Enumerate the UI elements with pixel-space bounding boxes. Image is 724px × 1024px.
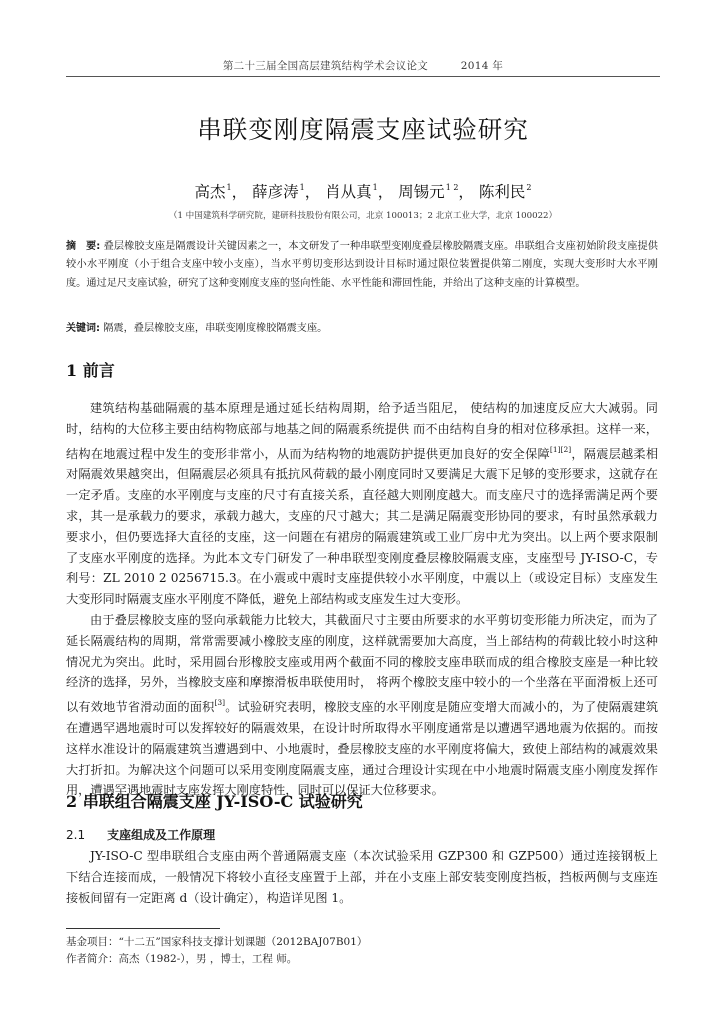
section-2-body xyxy=(66,846,658,908)
subsection-number: 2.1 xyxy=(66,828,86,842)
author-sup: 1 2 xyxy=(445,183,459,192)
author: 薛彦涛 xyxy=(252,183,299,201)
author: 陈利民 xyxy=(478,183,526,201)
paper-title: 串联变刚度隔震支座试验研究 xyxy=(197,115,529,144)
subsection-title: 支座组成及工作原理 xyxy=(107,828,216,842)
footnote-author: 作者简介：高杰（1982-），男 ，博士，工程 师。 xyxy=(66,953,298,965)
keywords-text: 隔震，叠层橡胶支座，串联变刚度橡胶隔震支座。 xyxy=(103,323,328,334)
subsection-heading xyxy=(66,826,215,843)
author-sup: 1 xyxy=(226,183,232,192)
abstract-label: 摘 要: xyxy=(66,241,101,252)
paragraph xyxy=(66,610,658,801)
header-rule xyxy=(66,76,660,77)
paragraph xyxy=(66,398,658,610)
paragraph-text: 建筑结构基础隔震的基本原理是通过延长结构周期，给予适当阻尼， 使结构的加速度反应大大减弱。同时，结构的大位移主要由结构物底部与地基之间的隔震系统提供 而不由结构自身的相对位移承担。这样一来，结构在地震过程中发生的变形非常小，从而为结构物的地震防护提供更加良好的安全保障 xyxy=(66,401,658,461)
keywords-label: 关键词: xyxy=(66,323,100,334)
header-year: 2014 年 xyxy=(460,60,504,72)
header-text: 第二十三届全国高层建筑结构学术会议论文 xyxy=(222,60,429,72)
paragraph: JY-ISO-C 型串联组合支座由两个普通隔震支座（本次试验采用 GZP300 和 GZP500）通过连接钢板上下结合连接而成，一般情况下将较小直径支座置于上部，并在小支座上部安装变刚度挡板，挡板两侧与支座连接板间留有一定距离 d（设计确定），构造详见图 1。 xyxy=(66,849,658,905)
section-2-heading: 2 串联组合隔震支座 JY-ISO-C 试验研究 xyxy=(66,792,363,811)
affiliation: （1 中国建筑科学研究院，建研科技股份有限公司，北京 100013；2 北京工业大学，北京 100022） xyxy=(168,211,558,221)
citation: [1][2] xyxy=(549,444,572,454)
running-header xyxy=(66,58,660,73)
abstract xyxy=(66,238,658,293)
paragraph-text: ，隔震层越柔相对隔震效果越突出，但隔震层必须具有抵抗风荷载的最小刚度同时又要满足大震下足够的变形要求，这就存在一定矛盾。支座的水平刚度与支座的尺寸有直接关系，直径越大则刚度越大。而支座尺寸的选择需满足两个要求，其一是承载力的要求，承载力越大，支座的尺寸越大；其二是满足隔震变形协同的要求，有时虽然承载力要求小，但仍要选择大直径的支座，这一问题在有裙房的隔震建筑或工业厂房中尤为突出。以上两个要求限制了支座水平刚度的选择。为此本文专门研发了一种串联型变刚度叠层橡胶隔震支座，支座型号 JY-ISO-C，专利号：ZL 2010 2 0256715.3。在小震或中震时支座提供较小水平刚度，中震以上（或设定目标）支座发生大变形同时隔震支座水平刚度不降低，避免上部结构或支座发生过大变形。 xyxy=(66,446,659,607)
keywords xyxy=(66,320,658,338)
section-1-body xyxy=(66,398,658,801)
citation: [3] xyxy=(214,698,226,708)
abstract-text: 叠层橡胶支座是隔震设计关键因素之一，本文研发了一种串联型变刚度叠层橡胶隔震支座。串联组合支座初始阶段支座提供较小水平刚度（小于组合支座中较小支座），当水平剪切变形达到设计目标时通过限位装置提供第二刚度，实现大变形时大水平刚度。通过足尺支座试验，研究了这种变刚度支座的竖向性能、水平性能和滞回性能，并给出了这种支座的计算模型。 xyxy=(66,241,658,289)
paragraph-text: 由于叠层橡胶支座的竖向承载能力比较大，其截面尺寸主要由所要求的水平剪切变形能力所决定，而为了延长隔震结构的周期，常常需要减小橡胶支座的刚度，这样就需要加大高度，当上部结构的荷载比较小时这种情况尤为突出。此时，采用圆台形橡胶支座或用两个截面不同的橡胶支座串联而成的组合橡胶支座是一种比较经济的选择，另外，当橡胶支座和摩擦滑板串联使用时， 将两个橡胶支座中较小的一个坐落在平面滑板上还可以有效地节省滑动面的面积 xyxy=(66,612,658,715)
author: 高杰 xyxy=(194,183,226,201)
section-1-heading: 1 前言 xyxy=(66,361,115,380)
footnote-rule xyxy=(66,928,220,929)
author: 肖从真 xyxy=(325,183,372,201)
footnote-fund: 基金项目：“十二五”国家科技支撑计划课题（2012BAJ07B01） xyxy=(66,936,368,948)
author-sup: 1 xyxy=(372,183,378,192)
paragraph-text: 。试验研究表明，橡胶支座的水平刚度是随应变增大而减小的，为了使隔震建筑在遭遇罕遇地震时可以发挥较好的隔震效果，在设计时所取得水平刚度通常是以遭遇罕遇地震为依据的。而按这样水准设计的隔震建筑当遭遇到中、小地震时，叠层橡胶支座的水平刚度将偏大，致使上部结构的减震效果大打折扣。为解决这个问题可以采用变刚度隔震支座，通过合理设计实现在中小地震时隔震支座小刚度发挥作用，遭遇罕遇地震时支座发挥大刚度特性，同时可以保证大位移要求。 xyxy=(66,700,659,798)
author-sup: 2 xyxy=(526,183,532,192)
author: 周锡元 xyxy=(398,183,445,201)
author-list: 高杰$^1$， 薛彦涛$^1$， 肖从真$^1$， 周锡元$^{1 2}$， 陈利民$^2$ xyxy=(194,183,532,201)
author-sup: 1 xyxy=(299,183,305,192)
